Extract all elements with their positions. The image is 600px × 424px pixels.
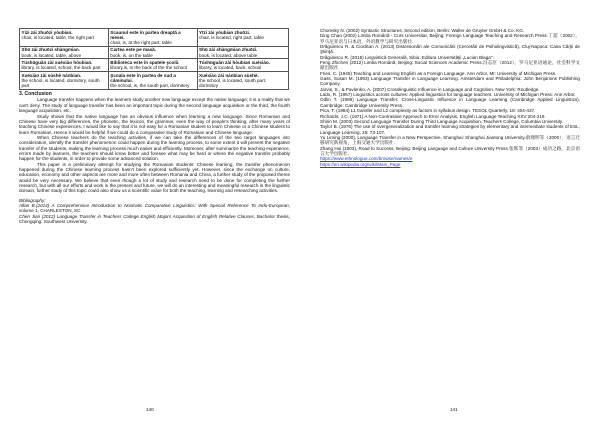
reference-entry: Feng Zhichen (2012) Limba Română, Beijing: Social Sciences Academic Press.冯志臣（2012），罗马尼亚语通论，社会科学文献出版社. <box>320 60 580 71</box>
reference-entry: Allan B.(2014) A Comprehensive Introduction to Nostratic Comparative Linguistics: With Special Reference To Indo-European, volume 1, CHARLESTON, SC <box>19 203 290 214</box>
reference-entry: Gass, Susan M. (1993) Language Transfer in Language Learning. Amsterdam and Philadelphia: John Benjamins Publishing Company. <box>320 76 580 87</box>
table-cell: Xuéxiào zài sùshè nánbian. the school, is located, dormitory, south part <box>20 72 109 90</box>
table-cell: Cartea este pe masă. book, is, on the table <box>108 46 197 59</box>
page-number-left: 140 <box>146 407 154 412</box>
paragraph-3: When Chinese teachers do the teaching activities, if we can take the differences of the two target languages into consideration, identify the transfer phenomenon could happen during the learning process, to some extent it will prevent the negative transfer of the students, making the learning process much easier and efficiently. Moreover, after summarize the teaching experience, errors made by learners, the teachers should know better and foresee what may be hard or where the negative transfer probably happen for the students, in order to provide some advanced solution. <box>19 134 290 162</box>
table-row <box>20 29 289 47</box>
reference-entry: Chomsky N. (2002) Syntactic Structures, Second edition, Berlin: Walter de Gruyter GmbH & Co. KG. <box>320 28 525 33</box>
reference-entry: Richards, J.C. (1971) A Non-Contrastive Approach to Error Analysis, English Language Teaching XXV:204-219. <box>320 113 546 119</box>
table-row <box>20 59 289 72</box>
reference-entry: Drăgulescu R. (2015) Lingvistică Generală, Sibiu: Editura Universității „Lucian Blaga". <box>320 54 494 60</box>
reference-list <box>320 28 580 156</box>
reference-entry: Fries, C. (1945) Teaching and Learning English as a Foreign Language. Ann Arbor, MI: University of Michigan Press. <box>320 70 557 76</box>
table-cell: Xuéxiào zài nánbian sùshè. the school, is located, south part, dormitory <box>197 72 288 90</box>
reference-entry: Pica, T. (1984) L1 transfer and L2 complexity as factors in syllabus design. TESOL Quarterly, 18: 404-437. <box>320 108 536 114</box>
table-cell: Túshūguǎn zài xuéxiào hòubian. library, is located, school, the back part <box>20 59 109 72</box>
table-cell: Shū zài zhuōzi shàngmian. book, is located, table, above <box>20 46 109 59</box>
table-row <box>20 46 289 59</box>
bibliography-heading: Bibliography: <box>19 197 46 203</box>
reference-entry: Chen Jian (2012) Language Transfer in Teachers College English Majors Acquisition of English Relative Clauses, Bachelor thesis, Chongqing: Southwest University. <box>19 213 290 225</box>
table-cell: Biblioteca este în spatele şcolii. library,is, in the back of the the school <box>108 59 197 72</box>
reference-link[interactable]: https://www.ethnologue.com/browse/names/e <box>320 156 413 162</box>
reference-entry: Yu Liming (2000), Language Transfer in a New Perspective, Shanghai: Shanghai Jiaotong University.俞理明等（2000），语言迁移研究新视角，上海交通大学出版社. <box>320 134 580 146</box>
page-number-right: 141 <box>450 407 458 412</box>
table-row <box>20 72 289 90</box>
reference-entry: Ding Chao (2002) Limba Română - Curs Universitar, Beijing: Foreign Language Teaching and Research Press.丁超（2002），罗马尼亚语与日本语，外语教学与研究出版社. <box>320 33 580 44</box>
reference-link[interactable]: https://en.wikipedia.org/wiki/Main_Page <box>320 161 401 167</box>
table-cell: Scaunul este în partea dreaptă a mesei. chair, is, at the right part, table <box>108 29 197 47</box>
reference-entry: Taylor B. (1975) The use of overgeneralization and transfer learning strategies by elementary and intermediate students of ESL, Language Learning, 25: 73-107. <box>320 124 580 135</box>
section-title: 3. Conclusion <box>19 91 52 98</box>
link-list <box>320 156 580 167</box>
paragraph-1: Language transfer happens when the learners study another new language except the native language; it is a reality that we can't deny. The study of language transfer has been an important topic during the second language acquisition or the third, the fourth language acquisition, etc. <box>19 97 290 114</box>
reference-entry: Lado, R. (1957) Linguistics across cultures: Applied linguistics for language teachers. University of Michigan Press: Ann Arbor. <box>320 92 576 98</box>
reference-entry: Shirin M. (2003) Second Language Transfer During Third Language Acquisition, Teachers College, Columbia University. <box>320 118 564 124</box>
paragraph-4: This paper is a preliminary attempt for studying the Romanian students' Chinese learning, the transfer phenomenon happened during the Chinese learning process hasn't been explored sufficiently yet. However, since the exchange on culture, education, economy and other aspects are more and more often between Romania and China, a further study of the proposed theme would be very necessary. We believe that even though a lot of study and research need to be done for completing the further research, but with all our efforts and work in the present and future, we will do an interesting and meaningful research in the linguistic domain, further study of this topic could also show us a scientific value for both the teaching, learning and researching activities. <box>19 161 290 194</box>
right-page <box>300 0 600 424</box>
reference-entry: Odlin T. (1989) Language Transfer: Cross-Linguistic Influence in Language Learning (Cambridge Applied Linguistics), Cambridge: Cambridge University Press. <box>320 97 580 108</box>
reference-entry: Zhang Hui (2003), Road to Success, Beijing: Beijing Language and Culture University Press.张辉等（2003）成功之路，北京语言大学出版社. <box>320 145 580 156</box>
table-cell: Shū zài shàngmian zhuōzi. book, is located, above table <box>197 46 288 59</box>
table-cell: Yīzi zài yòubian zhuōzi. chair, is located, right part, table <box>197 29 288 47</box>
reference-entry: Jarvis, S., & Pavlenko, A. (2007) Crosslinguistic Influence in Language and Cognition. New York: Routledge. <box>320 86 540 92</box>
table-cell: Túshūguǎn zài hòubian xuéxiào. library, is located, back, school <box>197 59 288 72</box>
paragraph-2: Study shows that the native language has an obvious influence when learning a new language. Since Romanian and Chinese have very big differences, the phonetic, the lexicon, the grammer, even the way of people's thinking, after many years of teaching Chinese experiences, I would like to say that it is not easy for a Romanian student to learn Chinese or a Chinese student to learn Romanian. Hence it would be helpful if we could do a comparative study of Romanian and Chinese language. <box>19 113 290 135</box>
reference-entry: Drăgulescu R. & Cioclitan A. (2013) Distorsionări ale Comunicării (Cercetări de Psiholingvistică), Cluj-Napoca: Casa Cărţii de Ştiinţă. <box>320 44 580 55</box>
table-cell: Școala este în partea de sud a căminului. the school, is, the south part, dormitory <box>108 72 197 90</box>
comparison-table <box>19 28 289 90</box>
table-cell: Yízi zài zhuōzi yòubian. chair, is located, table, the right part <box>20 29 109 47</box>
